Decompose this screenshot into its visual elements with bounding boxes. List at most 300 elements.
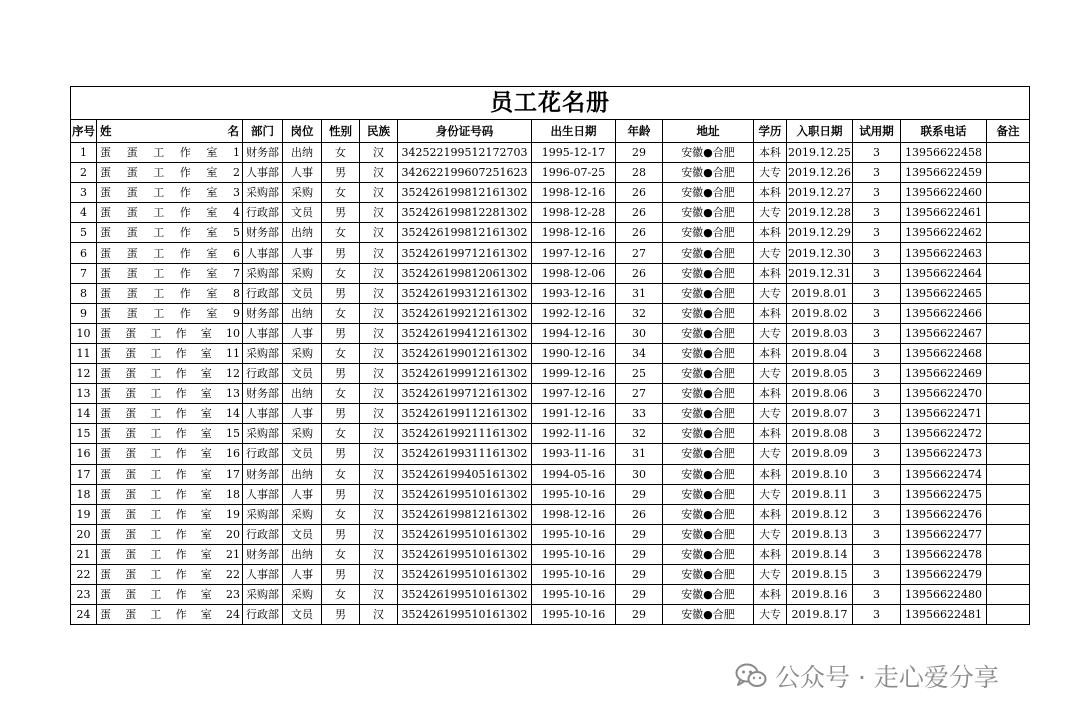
cell-join-date: 2019.8.17 (787, 605, 853, 625)
cell-trial: 3 (853, 163, 901, 183)
cell-name: 蛋 蛋 工 作 室 3 (97, 183, 243, 203)
cell-education: 大专 (754, 564, 787, 584)
cell-post: 文员 (283, 524, 322, 544)
table-row (71, 564, 1030, 584)
cell-ethnicity: 汉 (360, 404, 398, 424)
cell-education: 本科 (754, 585, 787, 605)
cell-ethnicity: 汉 (360, 564, 398, 584)
cell-age: 27 (616, 384, 663, 404)
cell-dept: 采购部 (243, 343, 283, 363)
cell-birth: 1995-10-16 (532, 524, 616, 544)
cell-age: 26 (616, 203, 663, 223)
cell-birth: 1995-10-16 (532, 605, 616, 625)
cell-birth: 1992-11-16 (532, 424, 616, 444)
cell-id: 352426199812161302 (398, 504, 532, 524)
cell-sex: 女 (322, 263, 360, 283)
col-header-trial: 试用期 (853, 120, 901, 143)
cell-name: 蛋 蛋 工 作 室 17 (97, 464, 243, 484)
cell-age: 28 (616, 163, 663, 183)
cell-dept: 采购部 (243, 263, 283, 283)
table-row (71, 203, 1030, 223)
cell-phone: 13956622459 (901, 163, 987, 183)
cell-trial: 3 (853, 564, 901, 584)
cell-no: 1 (71, 143, 97, 163)
cell-trial: 3 (853, 464, 901, 484)
cell-age: 26 (616, 504, 663, 524)
cell-note (987, 143, 1030, 163)
cell-post: 文员 (283, 364, 322, 384)
table-row (71, 444, 1030, 464)
cell-name: 蛋 蛋 工 作 室 24 (97, 605, 243, 625)
cell-birth: 1992-12-16 (532, 303, 616, 323)
cell-trial: 3 (853, 484, 901, 504)
cell-education: 大专 (754, 404, 787, 424)
cell-id: 352426199912161302 (398, 364, 532, 384)
cell-education: 本科 (754, 343, 787, 363)
cell-address: 安徽●合肥 (663, 243, 754, 263)
cell-join-date: 2019.8.06 (787, 384, 853, 404)
cell-dept: 人事部 (243, 404, 283, 424)
cell-sex: 男 (322, 364, 360, 384)
table-row (71, 384, 1030, 404)
cell-sex: 男 (322, 444, 360, 464)
cell-name: 蛋 蛋 工 作 室 16 (97, 444, 243, 464)
cell-trial: 3 (853, 585, 901, 605)
cell-birth: 1998-12-16 (532, 223, 616, 243)
cell-join-date: 2019.8.11 (787, 484, 853, 504)
cell-name: 蛋 蛋 工 作 室 13 (97, 384, 243, 404)
cell-note (987, 203, 1030, 223)
cell-phone: 13956622477 (901, 524, 987, 544)
col-header-surname: 姓 (100, 124, 168, 138)
cell-name: 蛋 蛋 工 作 室 23 (97, 585, 243, 605)
cell-trial: 3 (853, 343, 901, 363)
col-header-phone: 联系电话 (901, 120, 987, 143)
cell-dept: 行政部 (243, 283, 283, 303)
cell-address: 安徽●合肥 (663, 283, 754, 303)
cell-age: 29 (616, 605, 663, 625)
cell-no: 24 (71, 605, 97, 625)
watermark (735, 656, 999, 696)
cell-no: 9 (71, 303, 97, 323)
cell-address: 安徽●合肥 (663, 444, 754, 464)
cell-note (987, 343, 1030, 363)
cell-id: 352426199510161302 (398, 564, 532, 584)
cell-phone: 13956622464 (901, 263, 987, 283)
cell-birth: 1997-12-16 (532, 243, 616, 263)
cell-trial: 3 (853, 203, 901, 223)
cell-join-date: 2019.12.28 (787, 203, 853, 223)
cell-note (987, 564, 1030, 584)
table-row (71, 283, 1030, 303)
cell-ethnicity: 汉 (360, 464, 398, 484)
cell-dept: 人事部 (243, 484, 283, 504)
cell-name: 蛋 蛋 工 作 室 8 (97, 283, 243, 303)
cell-dept: 人事部 (243, 564, 283, 584)
cell-phone: 13956622478 (901, 544, 987, 564)
cell-id: 342522199512172703 (398, 143, 532, 163)
cell-no: 6 (71, 243, 97, 263)
cell-post: 文员 (283, 203, 322, 223)
cell-phone: 13956622467 (901, 323, 987, 343)
table-row (71, 585, 1030, 605)
cell-post: 出纳 (283, 464, 322, 484)
page-title: 员工花名册 (71, 87, 1030, 120)
cell-no: 5 (71, 223, 97, 243)
cell-birth: 1998-12-28 (532, 203, 616, 223)
table-row (71, 524, 1030, 544)
cell-id: 352426199211161302 (398, 424, 532, 444)
cell-address: 安徽●合肥 (663, 223, 754, 243)
cell-address: 安徽●合肥 (663, 585, 754, 605)
cell-address: 安徽●合肥 (663, 343, 754, 363)
cell-note (987, 504, 1030, 524)
cell-trial: 3 (853, 404, 901, 424)
cell-trial: 3 (853, 444, 901, 464)
table-row (71, 364, 1030, 384)
cell-phone: 13956622462 (901, 223, 987, 243)
cell-phone: 13956622480 (901, 585, 987, 605)
table-row (71, 544, 1030, 564)
col-header-id: 身份证号码 (398, 120, 532, 143)
cell-dept: 行政部 (243, 605, 283, 625)
cell-name: 蛋 蛋 工 作 室 5 (97, 223, 243, 243)
cell-dept: 财务部 (243, 464, 283, 484)
cell-trial: 3 (853, 504, 901, 524)
cell-birth: 1993-12-16 (532, 283, 616, 303)
cell-birth: 1995-10-16 (532, 544, 616, 564)
cell-education: 大专 (754, 484, 787, 504)
cell-no: 8 (71, 283, 97, 303)
cell-address: 安徽●合肥 (663, 524, 754, 544)
cell-note (987, 484, 1030, 504)
cell-dept: 财务部 (243, 223, 283, 243)
cell-age: 29 (616, 143, 663, 163)
cell-address: 安徽●合肥 (663, 605, 754, 625)
cell-sex: 男 (322, 404, 360, 424)
cell-trial: 3 (853, 303, 901, 323)
cell-address: 安徽●合肥 (663, 183, 754, 203)
cell-note (987, 464, 1030, 484)
cell-education: 大专 (754, 364, 787, 384)
cell-post: 采购 (283, 585, 322, 605)
cell-name: 蛋 蛋 工 作 室 7 (97, 263, 243, 283)
cell-name: 蛋 蛋 工 作 室 21 (97, 544, 243, 564)
cell-education: 本科 (754, 143, 787, 163)
cell-phone: 13956622475 (901, 484, 987, 504)
cell-id: 352426199812281302 (398, 203, 532, 223)
cell-dept: 财务部 (243, 544, 283, 564)
cell-no: 23 (71, 585, 97, 605)
col-header-note: 备注 (987, 120, 1030, 143)
watermark-text: 公众号 · 走心爱分享 (775, 663, 999, 692)
cell-join-date: 2019.8.12 (787, 504, 853, 524)
cell-name: 蛋 蛋 工 作 室 12 (97, 364, 243, 384)
cell-address: 安徽●合肥 (663, 504, 754, 524)
cell-no: 10 (71, 323, 97, 343)
col-header-ethnicity: 民族 (360, 120, 398, 143)
cell-post: 采购 (283, 183, 322, 203)
cell-education: 大专 (754, 243, 787, 263)
cell-ethnicity: 汉 (360, 223, 398, 243)
cell-name: 蛋 蛋 工 作 室 10 (97, 323, 243, 343)
col-header-post: 岗位 (283, 120, 322, 143)
cell-note (987, 263, 1030, 283)
cell-no: 13 (71, 384, 97, 404)
cell-ethnicity: 汉 (360, 203, 398, 223)
cell-birth: 1995-10-16 (532, 585, 616, 605)
cell-note (987, 544, 1030, 564)
cell-birth: 1994-05-16 (532, 464, 616, 484)
cell-join-date: 2019.8.14 (787, 544, 853, 564)
col-header-name (97, 120, 243, 143)
cell-note (987, 163, 1030, 183)
cell-note (987, 424, 1030, 444)
cell-ethnicity: 汉 (360, 444, 398, 464)
col-header-age: 年龄 (616, 120, 663, 143)
cell-id: 352426199812161302 (398, 183, 532, 203)
cell-age: 32 (616, 424, 663, 444)
cell-trial: 3 (853, 263, 901, 283)
cell-birth: 1995-10-16 (532, 484, 616, 504)
cell-post: 采购 (283, 263, 322, 283)
cell-sex: 女 (322, 464, 360, 484)
cell-ethnicity: 汉 (360, 183, 398, 203)
cell-sex: 女 (322, 424, 360, 444)
cell-phone: 13956622481 (901, 605, 987, 625)
cell-note (987, 243, 1030, 263)
cell-name: 蛋 蛋 工 作 室 19 (97, 504, 243, 524)
cell-note (987, 384, 1030, 404)
cell-name: 蛋 蛋 工 作 室 18 (97, 484, 243, 504)
cell-id: 352426199510161302 (398, 585, 532, 605)
cell-join-date: 2019.8.01 (787, 283, 853, 303)
cell-birth: 1997-12-16 (532, 384, 616, 404)
cell-post: 人事 (283, 564, 322, 584)
cell-address: 安徽●合肥 (663, 323, 754, 343)
cell-note (987, 183, 1030, 203)
cell-address: 安徽●合肥 (663, 203, 754, 223)
wechat-icon (735, 663, 767, 689)
cell-education: 大专 (754, 203, 787, 223)
cell-phone: 13956622470 (901, 384, 987, 404)
table-row (71, 424, 1030, 444)
cell-age: 29 (616, 564, 663, 584)
col-header-birth: 出生日期 (532, 120, 616, 143)
cell-note (987, 323, 1030, 343)
cell-phone: 13956622461 (901, 203, 987, 223)
cell-address: 安徽●合肥 (663, 564, 754, 584)
cell-age: 26 (616, 263, 663, 283)
cell-birth: 1993-11-16 (532, 444, 616, 464)
cell-phone: 13956622458 (901, 143, 987, 163)
cell-join-date: 2019.12.27 (787, 183, 853, 203)
cell-dept: 行政部 (243, 444, 283, 464)
cell-no: 11 (71, 343, 97, 363)
cell-address: 安徽●合肥 (663, 464, 754, 484)
cell-id: 352426199412161302 (398, 323, 532, 343)
cell-sex: 男 (322, 283, 360, 303)
cell-post: 出纳 (283, 143, 322, 163)
cell-join-date: 2019.12.30 (787, 243, 853, 263)
cell-trial: 3 (853, 223, 901, 243)
cell-id: 352426199311161302 (398, 444, 532, 464)
table-row (71, 464, 1030, 484)
cell-education: 大专 (754, 605, 787, 625)
cell-ethnicity: 汉 (360, 504, 398, 524)
cell-dept: 行政部 (243, 524, 283, 544)
cell-ethnicity: 汉 (360, 544, 398, 564)
cell-phone: 13956622468 (901, 343, 987, 363)
cell-no: 3 (71, 183, 97, 203)
cell-birth: 1990-12-16 (532, 343, 616, 363)
cell-phone: 13956622473 (901, 444, 987, 464)
cell-age: 29 (616, 524, 663, 544)
table-row (71, 343, 1030, 363)
table-row (71, 484, 1030, 504)
cell-phone: 13956622466 (901, 303, 987, 323)
cell-education: 本科 (754, 263, 787, 283)
cell-address: 安徽●合肥 (663, 404, 754, 424)
cell-join-date: 2019.8.04 (787, 343, 853, 363)
cell-education: 大专 (754, 524, 787, 544)
cell-no: 4 (71, 203, 97, 223)
table-row (71, 605, 1030, 625)
cell-education: 本科 (754, 424, 787, 444)
cell-name: 蛋 蛋 工 作 室 9 (97, 303, 243, 323)
col-header-join-date: 入职日期 (787, 120, 853, 143)
cell-age: 27 (616, 243, 663, 263)
header-row (71, 120, 1030, 143)
cell-post: 文员 (283, 444, 322, 464)
cell-trial: 3 (853, 605, 901, 625)
cell-sex: 女 (322, 585, 360, 605)
cell-ethnicity: 汉 (360, 605, 398, 625)
cell-no: 2 (71, 163, 97, 183)
cell-dept: 采购部 (243, 183, 283, 203)
cell-sex: 男 (322, 484, 360, 504)
cell-age: 31 (616, 444, 663, 464)
cell-sex: 女 (322, 343, 360, 363)
cell-sex: 男 (322, 243, 360, 263)
cell-education: 大专 (754, 444, 787, 464)
cell-no: 12 (71, 364, 97, 384)
cell-id: 352426199712161302 (398, 384, 532, 404)
cell-education: 本科 (754, 384, 787, 404)
cell-id: 352426199510161302 (398, 524, 532, 544)
cell-no: 7 (71, 263, 97, 283)
cell-sex: 男 (322, 524, 360, 544)
cell-join-date: 2019.8.07 (787, 404, 853, 424)
cell-age: 29 (616, 484, 663, 504)
cell-age: 30 (616, 464, 663, 484)
cell-post: 采购 (283, 504, 322, 524)
cell-ethnicity: 汉 (360, 364, 398, 384)
cell-join-date: 2019.8.03 (787, 323, 853, 343)
cell-ethnicity: 汉 (360, 143, 398, 163)
cell-post: 出纳 (283, 384, 322, 404)
cell-age: 32 (616, 303, 663, 323)
cell-education: 本科 (754, 223, 787, 243)
cell-id: 352426199510161302 (398, 544, 532, 564)
cell-ethnicity: 汉 (360, 263, 398, 283)
cell-trial: 3 (853, 183, 901, 203)
cell-trial: 3 (853, 524, 901, 544)
cell-education: 本科 (754, 183, 787, 203)
col-header-givenname: 名 (227, 124, 239, 138)
cell-join-date: 2019.8.16 (787, 585, 853, 605)
cell-post: 采购 (283, 424, 322, 444)
cell-join-date: 2019.8.09 (787, 444, 853, 464)
cell-dept: 财务部 (243, 384, 283, 404)
cell-phone: 13956622479 (901, 564, 987, 584)
cell-ethnicity: 汉 (360, 484, 398, 504)
cell-age: 29 (616, 544, 663, 564)
col-header-address: 地址 (663, 120, 754, 143)
cell-birth: 1999-12-16 (532, 364, 616, 384)
cell-sex: 女 (322, 223, 360, 243)
cell-trial: 3 (853, 283, 901, 303)
cell-age: 29 (616, 585, 663, 605)
cell-education: 大专 (754, 323, 787, 343)
cell-birth: 1994-12-16 (532, 323, 616, 343)
col-header-dept: 部门 (243, 120, 283, 143)
cell-trial: 3 (853, 143, 901, 163)
cell-join-date: 2019.8.10 (787, 464, 853, 484)
cell-name: 蛋 蛋 工 作 室 1 (97, 143, 243, 163)
cell-ethnicity: 汉 (360, 524, 398, 544)
cell-no: 19 (71, 504, 97, 524)
cell-sex: 女 (322, 143, 360, 163)
cell-phone: 13956622460 (901, 183, 987, 203)
cell-birth: 1998-12-06 (532, 263, 616, 283)
cell-sex: 女 (322, 384, 360, 404)
cell-sex: 女 (322, 504, 360, 524)
cell-address: 安徽●合肥 (663, 484, 754, 504)
cell-note (987, 364, 1030, 384)
cell-age: 25 (616, 364, 663, 384)
cell-birth: 1991-12-16 (532, 404, 616, 424)
cell-dept: 人事部 (243, 243, 283, 263)
cell-birth: 1998-12-16 (532, 183, 616, 203)
cell-id: 342622199607251623 (398, 163, 532, 183)
cell-age: 30 (616, 323, 663, 343)
cell-phone: 13956622465 (901, 283, 987, 303)
cell-post: 文员 (283, 605, 322, 625)
cell-note (987, 444, 1030, 464)
cell-name: 蛋 蛋 工 作 室 22 (97, 564, 243, 584)
cell-post: 出纳 (283, 303, 322, 323)
cell-phone: 13956622463 (901, 243, 987, 263)
cell-join-date: 2019.8.13 (787, 524, 853, 544)
cell-trial: 3 (853, 364, 901, 384)
cell-ethnicity: 汉 (360, 163, 398, 183)
cell-id: 352426199510161302 (398, 605, 532, 625)
cell-post: 人事 (283, 243, 322, 263)
cell-post: 采购 (283, 343, 322, 363)
cell-trial: 3 (853, 544, 901, 564)
cell-post: 人事 (283, 163, 322, 183)
col-header-sex: 性别 (322, 120, 360, 143)
cell-dept: 财务部 (243, 303, 283, 323)
cell-ethnicity: 汉 (360, 303, 398, 323)
cell-join-date: 2019.12.29 (787, 223, 853, 243)
cell-ethnicity: 汉 (360, 323, 398, 343)
cell-no: 18 (71, 484, 97, 504)
cell-phone: 13956622469 (901, 364, 987, 384)
table-row (71, 143, 1030, 163)
cell-education: 本科 (754, 544, 787, 564)
